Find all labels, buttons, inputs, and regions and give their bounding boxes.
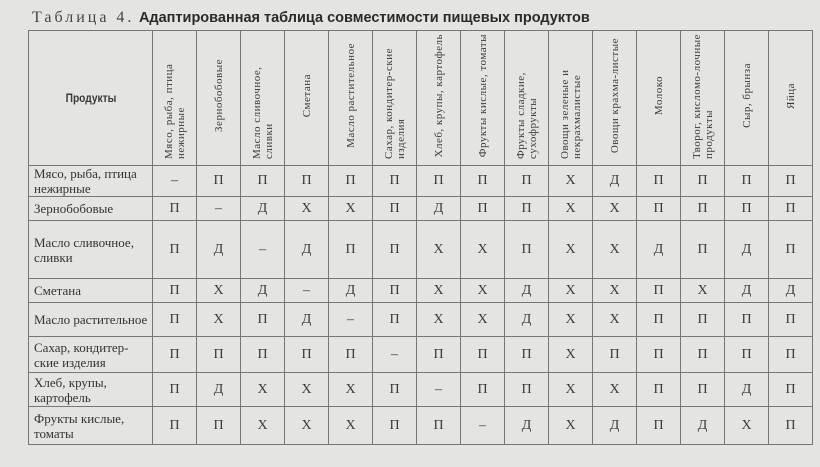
compatibility-cell: П: [153, 337, 197, 373]
compatibility-cell: Х: [593, 279, 637, 303]
compatibility-cell: П: [417, 407, 461, 445]
compatibility-cell: Х: [417, 221, 461, 279]
compatibility-cell: Д: [593, 407, 637, 445]
compatibility-table: [28, 30, 813, 445]
compatibility-cell: П: [197, 337, 241, 373]
column-header-label: Фрукты сладкие, сухофрукты: [514, 71, 539, 159]
compatibility-cell: Д: [329, 279, 373, 303]
compatibility-cell: Х: [549, 279, 593, 303]
compatibility-cell: П: [769, 303, 813, 337]
compatibility-cell: Х: [593, 373, 637, 407]
compatibility-cell: Д: [417, 197, 461, 221]
compatibility-cell: Д: [769, 279, 813, 303]
compatibility-cell: П: [197, 407, 241, 445]
column-header-label: Мясо, рыба, птица нежирные: [162, 63, 187, 159]
compatibility-cell: Д: [197, 373, 241, 407]
compatibility-cell: Х: [593, 221, 637, 279]
compatibility-cell: –: [461, 407, 505, 445]
compatibility-cell: П: [681, 337, 725, 373]
compatibility-cell: П: [241, 303, 285, 337]
table-row: [29, 303, 813, 337]
compatibility-cell: П: [153, 407, 197, 445]
compatibility-cell: Х: [461, 303, 505, 337]
table-row: [29, 197, 813, 221]
compatibility-cell: П: [637, 373, 681, 407]
compatibility-cell: Х: [725, 407, 769, 445]
table-title: Адаптированная таблица совместимости пищевых продуктов: [138, 10, 590, 26]
column-header-label: Яйца: [784, 82, 797, 109]
column-header-label: Зернобобовые: [212, 59, 225, 132]
compatibility-cell: П: [637, 166, 681, 197]
compatibility-cell: П: [285, 166, 329, 197]
compatibility-cell: Х: [549, 221, 593, 279]
compatibility-cell: Д: [285, 303, 329, 337]
compatibility-cell: П: [681, 166, 725, 197]
compatibility-cell: Х: [329, 197, 373, 221]
compatibility-cell: П: [373, 221, 417, 279]
compatibility-cell: П: [593, 337, 637, 373]
compatibility-cell: Х: [285, 407, 329, 445]
column-header: [329, 31, 373, 166]
column-header-label: Сыр, брынза: [740, 63, 753, 128]
compatibility-cell: П: [637, 337, 681, 373]
compatibility-cell: П: [461, 166, 505, 197]
compatibility-cell: П: [417, 337, 461, 373]
compatibility-cell: П: [681, 303, 725, 337]
column-header: [725, 31, 769, 166]
column-header-label: Фрукты кислые, томаты: [476, 33, 489, 158]
compatibility-cell: П: [769, 337, 813, 373]
compatibility-cell: П: [681, 221, 725, 279]
compatibility-cell: П: [637, 279, 681, 303]
compatibility-cell: П: [373, 303, 417, 337]
compatibility-cell: Д: [725, 221, 769, 279]
table-row: [29, 373, 813, 407]
compatibility-cell: –: [153, 166, 197, 197]
compatibility-cell: П: [725, 166, 769, 197]
compatibility-cell: Х: [461, 221, 505, 279]
compatibility-cell: Х: [681, 279, 725, 303]
compatibility-cell: Д: [637, 221, 681, 279]
column-header: [417, 31, 461, 166]
compatibility-cell: Д: [505, 303, 549, 337]
column-header-label: Овощи зеленые и некрахмалистые: [558, 68, 583, 159]
compatibility-cell: Д: [241, 279, 285, 303]
compatibility-cell: Х: [329, 407, 373, 445]
compatibility-cell: Х: [241, 373, 285, 407]
compatibility-cell: –: [329, 303, 373, 337]
column-header: [241, 31, 285, 166]
column-header: [637, 31, 681, 166]
compatibility-cell: Д: [285, 221, 329, 279]
compatibility-cell: П: [505, 373, 549, 407]
compatibility-cell: –: [241, 221, 285, 279]
compatibility-cell: Х: [593, 197, 637, 221]
table-row: [29, 166, 813, 197]
compatibility-cell: Д: [505, 407, 549, 445]
compatibility-cell: П: [373, 279, 417, 303]
compatibility-cell: П: [505, 337, 549, 373]
column-header: [681, 31, 725, 166]
compatibility-cell: –: [197, 197, 241, 221]
table-number: Таблица 4.: [32, 9, 135, 26]
table-row: [29, 337, 813, 373]
compatibility-cell: Х: [329, 373, 373, 407]
compatibility-cell: Х: [417, 303, 461, 337]
compatibility-cell: Х: [549, 197, 593, 221]
table-row: [29, 407, 813, 445]
compatibility-cell: Д: [725, 279, 769, 303]
compatibility-cell: П: [197, 166, 241, 197]
compatibility-cell: Х: [241, 407, 285, 445]
compatibility-cell: П: [725, 303, 769, 337]
compatibility-cell: Х: [549, 303, 593, 337]
compatibility-cell: П: [153, 221, 197, 279]
compatibility-cell: П: [461, 373, 505, 407]
column-header-label: Сахар, кондитер-ские изделия: [382, 47, 407, 159]
compatibility-cell: П: [329, 166, 373, 197]
column-header: [285, 31, 329, 166]
column-header: [549, 31, 593, 166]
table-row: [29, 221, 813, 279]
compatibility-cell: П: [637, 197, 681, 221]
column-header-label: Молоко: [652, 75, 665, 116]
compatibility-cell: –: [285, 279, 329, 303]
compatibility-cell: Х: [285, 197, 329, 221]
compatibility-cell: Х: [549, 337, 593, 373]
compatibility-cell: Х: [197, 279, 241, 303]
compatibility-cell: П: [461, 337, 505, 373]
compatibility-cell: П: [505, 221, 549, 279]
compatibility-cell: П: [373, 197, 417, 221]
column-header: [505, 31, 549, 166]
compatibility-cell: Х: [461, 279, 505, 303]
row-header: Масло растительное: [29, 303, 153, 337]
column-header-label: Масло растительное: [344, 43, 357, 148]
compatibility-cell: Х: [549, 373, 593, 407]
compatibility-cell: П: [373, 407, 417, 445]
compatibility-cell: П: [725, 337, 769, 373]
row-header: Зернобобовые: [29, 197, 153, 221]
compatibility-cell: П: [373, 373, 417, 407]
compatibility-cell: П: [769, 221, 813, 279]
column-header-label: Масло сливочное, сливки: [250, 65, 275, 159]
compatibility-cell: П: [329, 221, 373, 279]
column-header-label: Хлеб, крупы, картофель: [432, 33, 445, 158]
compatibility-cell: П: [329, 337, 373, 373]
compatibility-cell: П: [153, 197, 197, 221]
compatibility-cell: П: [417, 166, 461, 197]
column-header: [197, 31, 241, 166]
products-header: Продукты: [38, 31, 143, 166]
compatibility-cell: П: [153, 279, 197, 303]
column-header: [153, 31, 197, 166]
row-header: Сметана: [29, 279, 153, 303]
compatibility-cell: П: [505, 166, 549, 197]
compatibility-cell: П: [241, 337, 285, 373]
compatibility-cell: П: [681, 197, 725, 221]
column-header: [461, 31, 505, 166]
column-header-label: Творог, кисломо-лочные продукты: [690, 33, 715, 159]
compatibility-cell: Д: [593, 166, 637, 197]
compatibility-cell: П: [769, 197, 813, 221]
compatibility-cell: П: [153, 373, 197, 407]
row-header: Мясо, рыба, птица нежирные: [29, 166, 153, 197]
compatibility-cell: П: [285, 337, 329, 373]
compatibility-cell: –: [417, 373, 461, 407]
compatibility-cell: П: [461, 197, 505, 221]
column-header-label: Сметана: [300, 73, 313, 118]
row-header: Сахар, кондитер-ские изделия: [29, 337, 153, 373]
compatibility-cell: П: [373, 166, 417, 197]
compatibility-cell: П: [769, 166, 813, 197]
compatibility-cell: Х: [197, 303, 241, 337]
compatibility-cell: Д: [241, 197, 285, 221]
compatibility-cell: П: [681, 373, 725, 407]
compatibility-cell: Д: [505, 279, 549, 303]
row-header: Фрукты кислые, томаты: [29, 407, 153, 445]
column-header: [593, 31, 637, 166]
compatibility-cell: П: [637, 407, 681, 445]
header-row: [29, 31, 813, 166]
compatibility-cell: Д: [681, 407, 725, 445]
column-header-label: Овощи крахма-листые: [608, 37, 621, 154]
column-header: [373, 31, 417, 166]
compatibility-cell: Х: [549, 407, 593, 445]
row-header: Хлеб, крупы, картофель: [29, 373, 153, 407]
compatibility-cell: П: [241, 166, 285, 197]
compatibility-cell: П: [637, 303, 681, 337]
compatibility-cell: Д: [197, 221, 241, 279]
row-header: Масло сливочное, сливки: [29, 221, 153, 279]
compatibility-cell: Х: [417, 279, 461, 303]
compatibility-cell: П: [769, 373, 813, 407]
compatibility-cell: Х: [593, 303, 637, 337]
column-header: [769, 31, 813, 166]
compatibility-cell: П: [769, 407, 813, 445]
table-row: [29, 279, 813, 303]
table-caption: [32, 9, 590, 27]
compatibility-cell: П: [153, 303, 197, 337]
compatibility-cell: –: [373, 337, 417, 373]
compatibility-cell: Х: [549, 166, 593, 197]
compatibility-cell: П: [505, 197, 549, 221]
compatibility-cell: П: [725, 197, 769, 221]
compatibility-cell: Х: [285, 373, 329, 407]
compatibility-cell: Д: [725, 373, 769, 407]
